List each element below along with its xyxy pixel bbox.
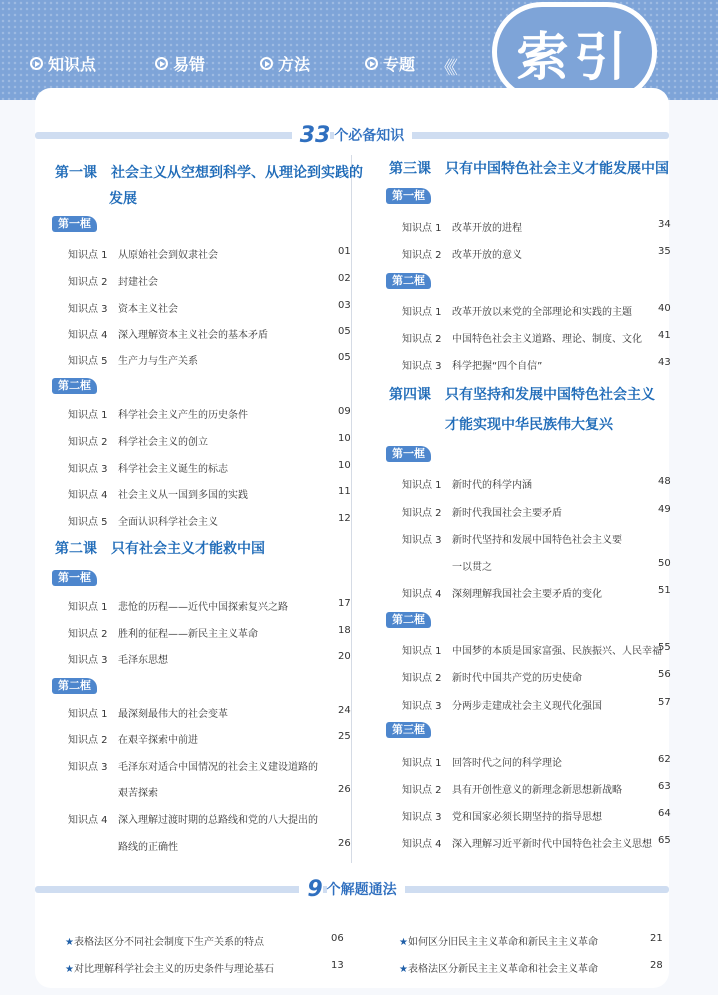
page-number: 55: [658, 642, 671, 653]
nav-knowledge[interactable]: 知识点: [30, 52, 96, 74]
page-number: 34: [658, 219, 671, 230]
item-title: 深刻理解我国社会主要矛盾的变化: [452, 589, 602, 600]
column-divider: [351, 155, 352, 863]
lesson-3-title: 第三课 只有中国特色社会主义才能发展中国: [389, 161, 669, 177]
item-label: 知识点 1: [402, 646, 442, 657]
knowledge-section-header: 33 个必备知识: [35, 124, 669, 146]
item-label: 知识点 4: [402, 839, 442, 850]
item-title: 新时代的科学内涵: [452, 480, 532, 491]
page-number: 10: [338, 433, 351, 444]
item-title: 具有开创性意义的新理念新思想新战略: [452, 785, 622, 796]
method-section-header: 9 个解题通法: [35, 878, 669, 900]
item-title: 生产力与生产关系: [118, 356, 198, 367]
frame-badge: 第二框: [52, 378, 97, 394]
frame-badge: 第二框: [386, 273, 431, 289]
item-label: 知识点 5: [68, 356, 108, 367]
item-label: 知识点 3: [68, 304, 108, 315]
frame-badge: 第三框: [386, 722, 431, 738]
page-number: 21: [650, 933, 663, 944]
item-label: 知识点 1: [68, 410, 108, 421]
star-icon: ★: [65, 937, 74, 948]
page-number: 28: [650, 960, 663, 971]
item-title: 科学把握“四个自信”: [452, 361, 543, 372]
item-label: 知识点 3: [68, 655, 108, 666]
item-title-continued: 路线的正确性: [118, 842, 178, 853]
item-label: 知识点 1: [68, 602, 108, 613]
item-title-continued: 艰苦探索: [118, 788, 158, 799]
lesson-4-title: 第四课 只有坚持和发展中国特色社会主义 才能实现中华民族伟大复兴: [389, 387, 655, 433]
item-title: 回答时代之问的科学理论: [452, 758, 562, 769]
page-number: 06: [331, 933, 344, 944]
item-title: 深入理解资本主义社会的基本矛盾: [118, 330, 268, 341]
method-item[interactable]: [65, 960, 344, 975]
item-title: 社会主义从一国到多国的实践: [118, 490, 248, 501]
page-number: 40: [658, 303, 671, 314]
page-number: 09: [338, 406, 351, 417]
item-title: 科学社会主义产生的历史条件: [118, 410, 248, 421]
page-number: 35: [658, 246, 671, 257]
page-number: 24: [338, 705, 351, 716]
item-label: 知识点 3: [68, 762, 108, 773]
page-number: 48: [658, 476, 671, 487]
star-icon: ★: [65, 964, 74, 975]
item-title: 新时代中国共产党的历史使命: [452, 673, 582, 684]
item-title: 在艰辛探索中前进: [118, 735, 198, 746]
page-number: 03: [338, 300, 351, 311]
item-label: 知识点 5: [68, 517, 108, 528]
frame-badge: 第二框: [52, 678, 97, 694]
item-label: 知识点 2: [402, 334, 442, 345]
page-number: 11: [338, 486, 351, 497]
item-label: 知识点 2: [402, 673, 442, 684]
item-title: 新时代我国社会主要矛盾: [452, 508, 562, 519]
item-title: 封建社会: [118, 277, 158, 288]
frame-badge: 第一框: [52, 570, 97, 586]
page-number: 10: [338, 460, 351, 471]
item-label: 知识点 1: [68, 250, 108, 261]
double-chevron-left-icon: 《《: [435, 58, 454, 79]
item-title: 分两步走建成社会主义现代化强国: [452, 701, 602, 712]
item-label: 知识点 2: [68, 277, 108, 288]
item-title: 胜利的征程——新民主主义革命: [118, 629, 258, 640]
frame-badge: 第一框: [386, 446, 431, 462]
page-number: 43: [658, 357, 671, 368]
page-number: 62: [658, 754, 671, 765]
page-number: 13: [331, 960, 344, 971]
item-title: 中国特色社会主义道路、理论、制度、文化: [452, 334, 642, 345]
item-label: 知识点 3: [402, 535, 442, 546]
item-title: 科学社会主义诞生的标志: [118, 464, 228, 475]
method-item[interactable]: [399, 960, 663, 975]
item-label: 知识点 1: [402, 307, 442, 318]
page-number: 01: [338, 246, 351, 257]
item-label: 知识点 3: [402, 361, 442, 372]
item-label: 知识点 1: [402, 758, 442, 769]
page-number: 12: [338, 513, 351, 524]
item-label: 知识点 3: [68, 464, 108, 475]
item-label: 知识点 2: [68, 437, 108, 448]
item-label: 知识点 1: [68, 709, 108, 720]
page-number: 18: [338, 625, 351, 636]
nav-methods[interactable]: 方法: [260, 52, 310, 74]
item-label: 知识点 2: [68, 629, 108, 640]
method-title: 对比理解科学社会主义的历史条件与理论基石: [73, 964, 274, 975]
item-label: 知识点 1: [402, 480, 442, 491]
frame-badge: 第一框: [386, 188, 431, 204]
page-number: 49: [658, 504, 671, 515]
item-title: 新时代坚持和发展中国特色社会主义要: [452, 535, 622, 546]
method-title: 表格法区分不同社会制度下生产关系的特点: [73, 937, 264, 948]
frame-badge: 第一框: [52, 216, 97, 232]
item-title: 悲怆的历程——近代中国探索复兴之路: [118, 602, 288, 613]
item-title: 全面认识科学社会主义: [118, 517, 218, 528]
page-number: 20: [338, 651, 351, 662]
page-number: 65: [658, 835, 671, 846]
item-title-continued: 一以贯之: [452, 562, 492, 573]
item-label: 知识点 4: [68, 490, 108, 501]
item-label: 知识点 2: [68, 735, 108, 746]
item-title: 最深刻最伟大的社会变革: [118, 709, 228, 720]
item-title: 科学社会主义的创立: [118, 437, 208, 448]
item-title: 党和国家必须长期坚持的指导思想: [452, 812, 602, 823]
item-title: 深入理解过渡时期的总路线和党的八大提出的: [118, 815, 318, 826]
page-number: 57: [658, 697, 671, 708]
item-title: 毛泽东对适合中国情况的社会主义建设道路的: [118, 762, 318, 773]
page-number: 64: [658, 808, 671, 819]
page-number: 17: [338, 598, 351, 609]
method-title: 表格法区分新民主主义革命和社会主义革命: [407, 964, 598, 975]
item-label: 知识点 4: [68, 330, 108, 341]
lesson-2-title: 第二课 只有社会主义才能救中国: [55, 541, 265, 557]
item-label: 知识点 4: [402, 589, 442, 600]
page-number: 05: [338, 352, 351, 363]
page-number: 56: [658, 669, 671, 680]
star-icon: ★: [399, 937, 408, 948]
page-number: 50: [658, 558, 671, 569]
play-circle-icon: [30, 57, 43, 70]
item-title: 深入理解习近平新时代中国特色社会主义思想: [452, 839, 652, 850]
nav-mistakes[interactable]: 易错: [155, 52, 205, 74]
item-title: 改革开放的进程: [452, 223, 522, 234]
page-number: 26: [338, 838, 351, 849]
item-title: 中国梦的本质是国家富强、民族振兴、人民幸福: [452, 646, 662, 657]
item-title: 资本主义社会: [118, 304, 178, 315]
page-number: 26: [338, 784, 351, 795]
method-item[interactable]: [399, 933, 663, 948]
item-label: 知识点 2: [402, 250, 442, 261]
page-number: 25: [338, 731, 351, 742]
item-title: 改革开放的意义: [452, 250, 522, 261]
star-icon: ★: [399, 964, 408, 975]
method-title: 如何区分旧民主主义革命和新民主主义革命: [407, 937, 598, 948]
page-number: 02: [338, 273, 351, 284]
frame-badge: 第二框: [386, 612, 431, 628]
lesson-1-title: 第一课 社会主义从空想到科学、从理论到实践的 发展: [55, 165, 363, 207]
play-circle-icon: [260, 57, 273, 70]
play-circle-icon: [155, 57, 168, 70]
page-number: 51: [658, 585, 671, 596]
item-label: 知识点 4: [68, 815, 108, 826]
item-label: 知识点 2: [402, 785, 442, 796]
page-number: 05: [338, 326, 351, 337]
play-circle-icon: [365, 57, 378, 70]
page-title: 索引: [492, 2, 657, 102]
method-item[interactable]: [65, 933, 344, 948]
item-label: 知识点 1: [402, 223, 442, 234]
page-number: 41: [658, 330, 671, 341]
item-title: 改革开放以来党的全部理论和实践的主题: [452, 307, 632, 318]
nav-topics[interactable]: 专题: [365, 52, 415, 74]
item-title: 毛泽东思想: [118, 655, 168, 666]
item-label: 知识点 2: [402, 508, 442, 519]
item-label: 知识点 3: [402, 701, 442, 712]
page-number: 63: [658, 781, 671, 792]
item-title: 从原始社会到奴隶社会: [118, 250, 218, 261]
item-label: 知识点 3: [402, 812, 442, 823]
